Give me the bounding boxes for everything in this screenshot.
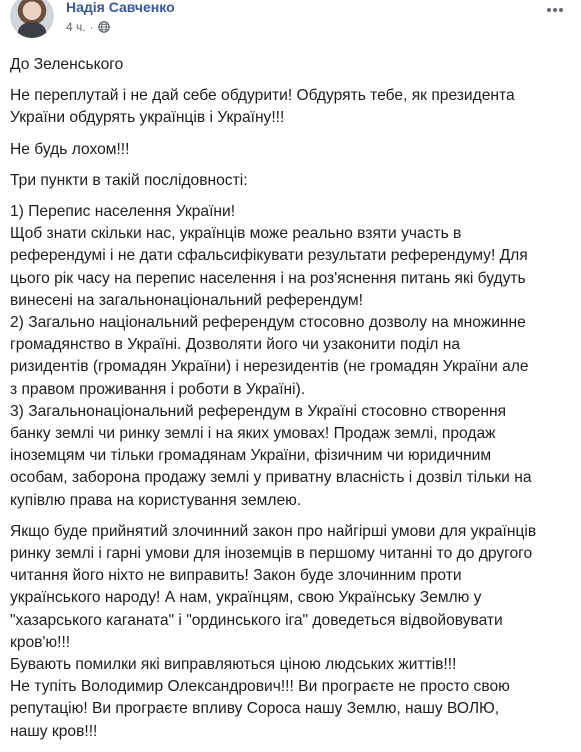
post-text-line: Три пункти в такій послідовності: xyxy=(10,171,248,189)
post-paragraph xyxy=(10,201,570,512)
post-text-line: читання його ніхто не виправить! Закон буде злочинним проти xyxy=(10,567,462,585)
post-text-line: кров'ю!!! xyxy=(10,633,71,651)
post-text-line: "хазарського каганата" і "ординського іга" доведеться відвойовувати xyxy=(10,611,503,629)
post-text-line: 1) Перепис населення України! xyxy=(10,203,236,221)
post-text-line: Щоб знати скільки нас, українців може реально взяти участь в xyxy=(10,225,462,243)
post-paragraph xyxy=(10,170,570,192)
post-text-line: України обдурять українців і Україну!!! xyxy=(10,109,285,127)
post-paragraph xyxy=(10,521,570,743)
post-header xyxy=(10,0,581,42)
post-text-line: Якщо буде прийнятий злочинний закон про найгірші умови для українців xyxy=(10,522,537,540)
post-text-line: цього рік часу на перепис населення і на роз'яснення питань які будуть xyxy=(10,269,526,287)
post-paragraph xyxy=(10,139,570,161)
author-name-link[interactable]: Надія Савченко xyxy=(66,0,175,15)
post-text-line: Бувають помилки які виправляються ціною людських життів!!! xyxy=(10,656,457,674)
post-paragraph xyxy=(10,54,570,76)
post-text-line: громадянство в Україні. Дозволяти його чи узаконити поділ на xyxy=(10,336,460,354)
post-text-line: 2) Загально національний референдум стосовно дозволу на множинне xyxy=(10,314,526,332)
post-text-line: репутацію! Ви програєте впливу Сороса нашу Землю, нашу ВОЛЮ, xyxy=(10,700,500,718)
post-text-line: винесені на загальнонаціональний референдум! xyxy=(10,291,363,309)
post-text-line: ринку землі і гарні умови для іноземців в першому читанні то до другого xyxy=(10,545,533,563)
post-text-line: До Зеленського xyxy=(10,56,124,73)
post-paragraph xyxy=(10,85,570,129)
post-text-line: Не будь лохом!!! xyxy=(10,140,130,158)
more-options-icon[interactable] xyxy=(545,2,565,18)
post-text-line: банку землі чи ринку землі і на яких умовах! Продаж землі, продаж xyxy=(10,425,496,443)
post-text-line: іноземцям чи тільки громадянам України, фізичним чи юридичним xyxy=(10,447,492,465)
post-timestamp[interactable]: 4 ч. xyxy=(66,20,86,34)
post-text-line: Не тупіть Володимир Олександрович!!! Ви програєте не просто свою xyxy=(10,678,510,696)
post-meta xyxy=(66,20,110,34)
post-text-line: купівлю права на користування землею. xyxy=(10,491,302,509)
post-text-line: нашу кров!!! xyxy=(10,722,98,740)
post-text xyxy=(10,54,570,752)
post-text-line: ризидентів (громадян України) і нерезидентів (не громадян України але xyxy=(10,358,529,376)
post-text-line: особам, заборона продажу землі у приватну власність і дозвіл тільки на xyxy=(10,469,532,487)
post-text-line: референдумі і не дати сфальсифікувати результати референдуму! Для xyxy=(10,247,528,265)
post-text-line: українського народу! А нам, українцям, свою Українську Землю у xyxy=(10,589,482,607)
post-text-line: Не переплутай і не дай себе обдурити! Обдурять тебе, як президента xyxy=(10,87,515,105)
post-text-line: з правом проживання і роботи в Україні). xyxy=(10,380,306,398)
globe-icon[interactable] xyxy=(98,21,110,33)
author-avatar[interactable] xyxy=(10,0,54,38)
post-text-line: 3) Загальнонаціональний референдум в Україні стосовно створення xyxy=(10,402,507,420)
meta-separator: · xyxy=(89,20,94,34)
